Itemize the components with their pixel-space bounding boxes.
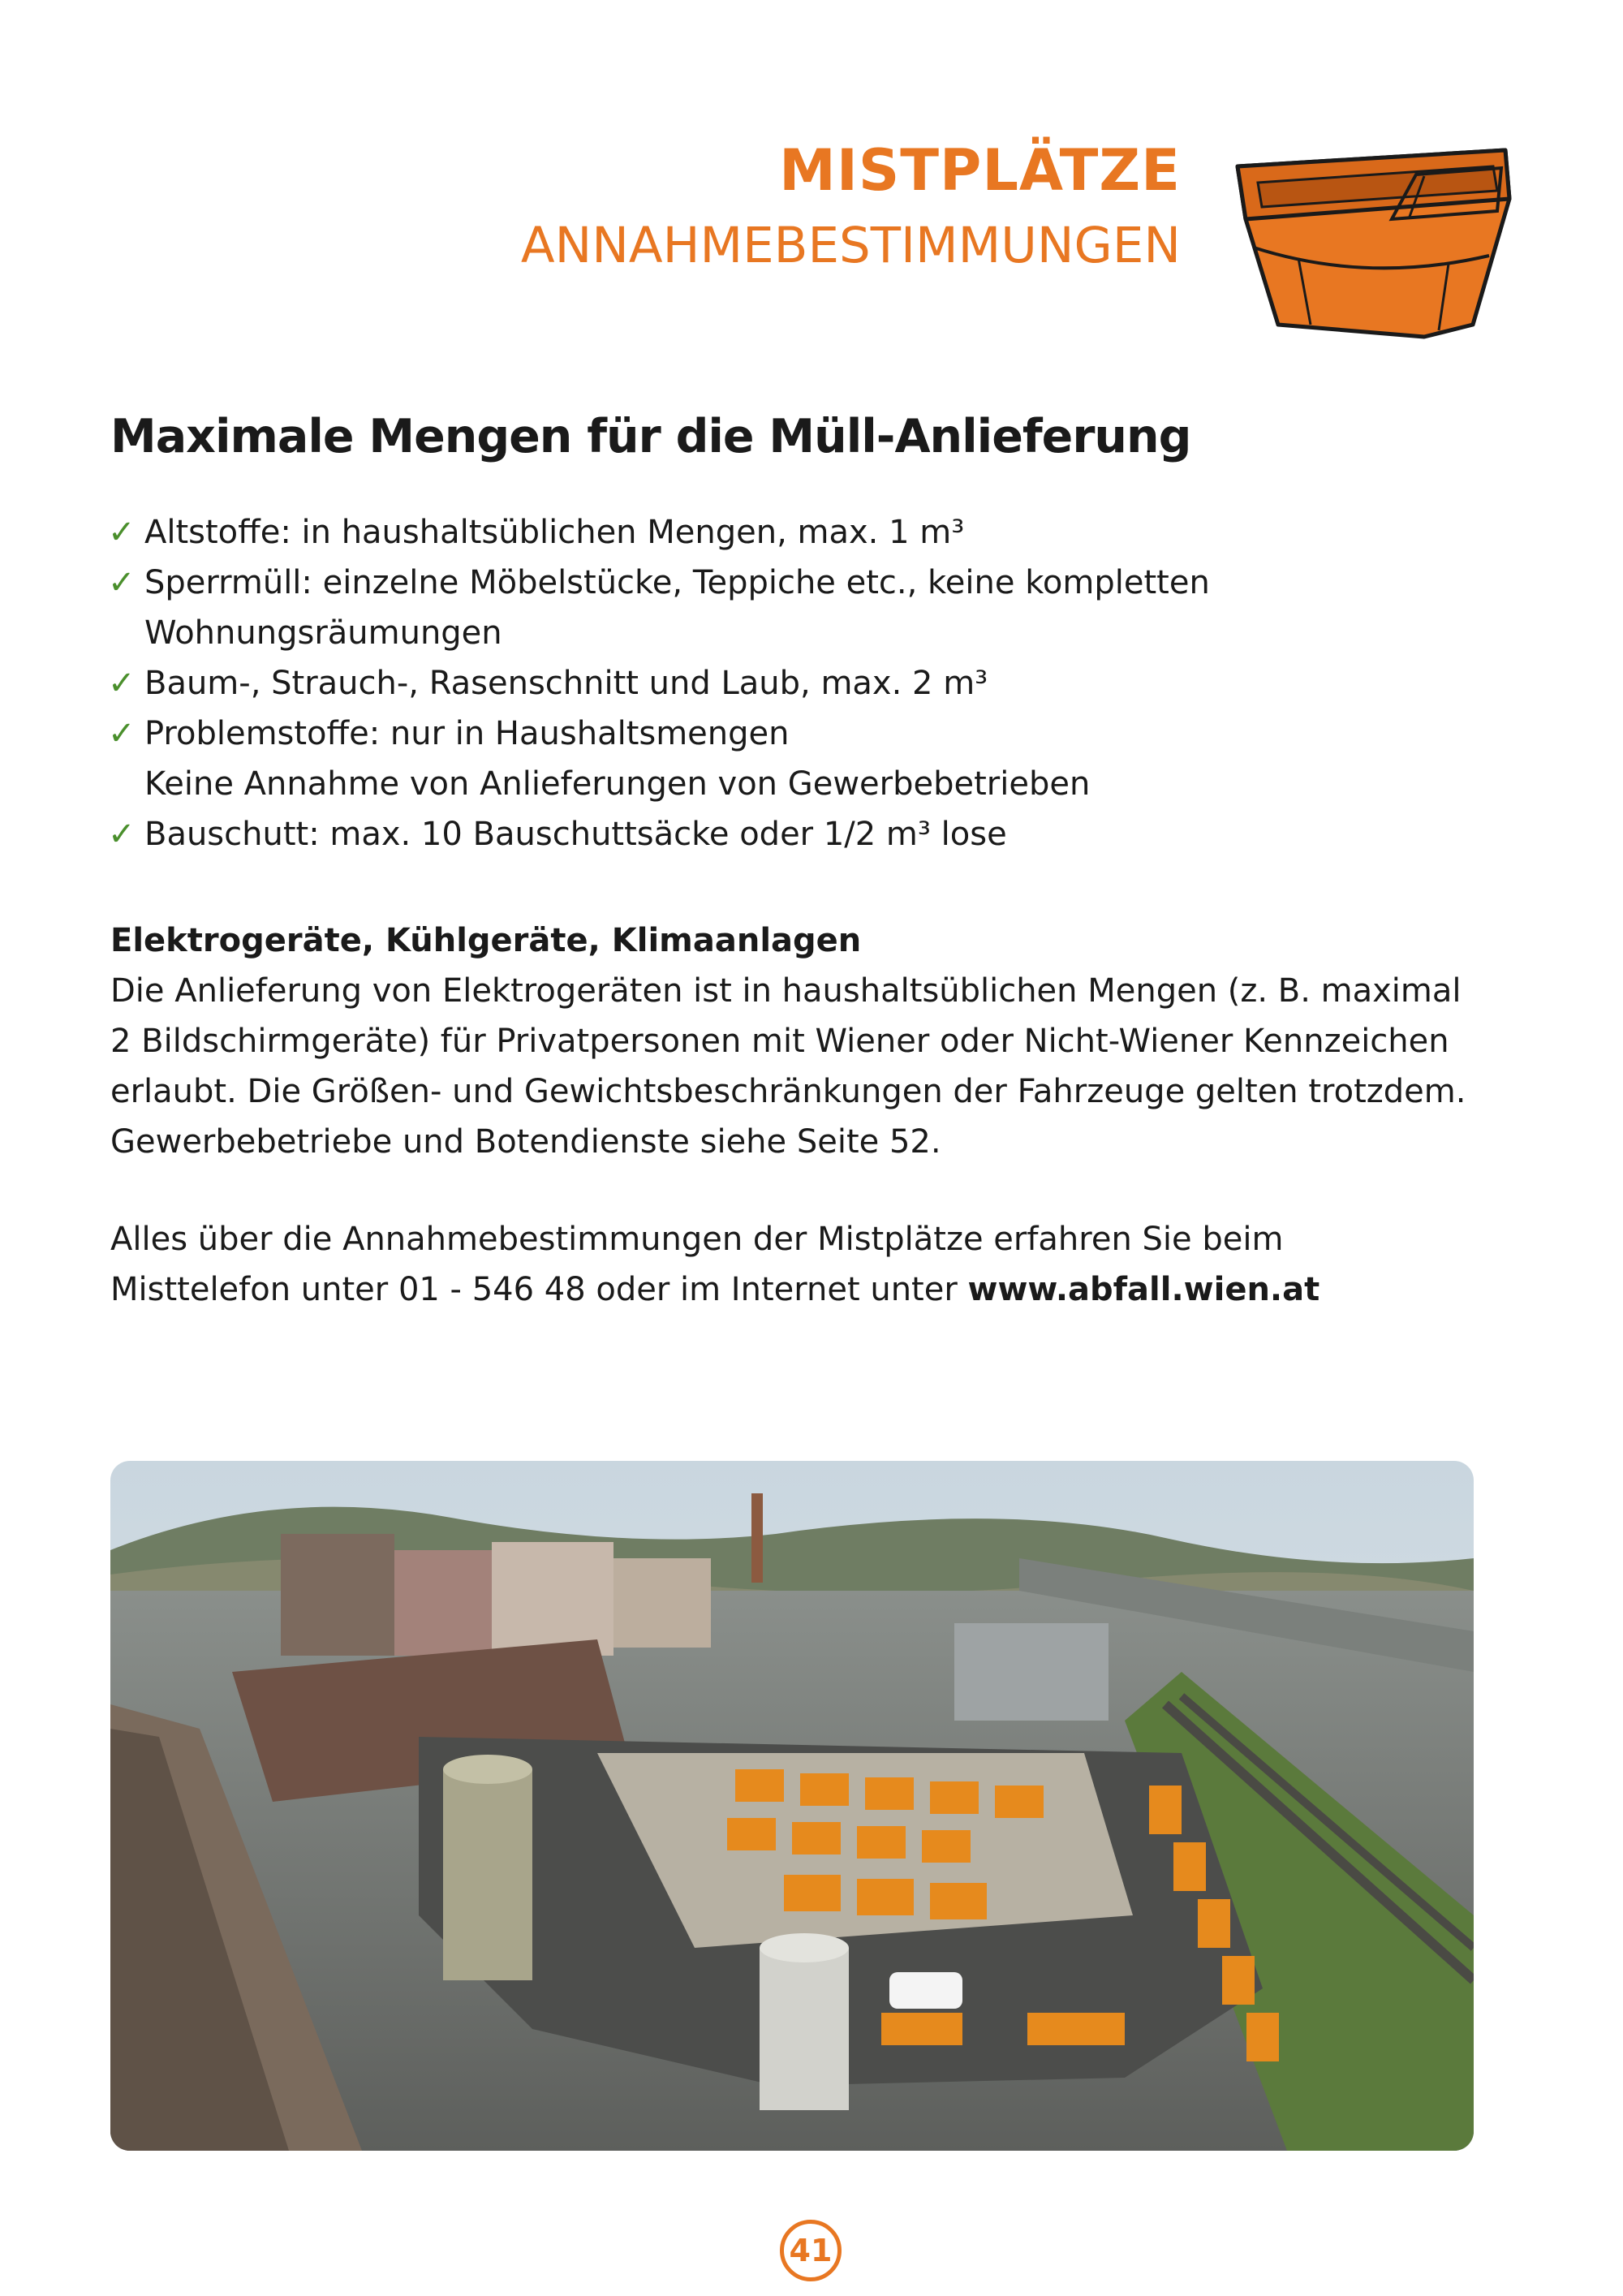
electronics-section	[110, 915, 1530, 1167]
checkmark-icon: ✓	[108, 715, 136, 752]
checkmark-icon: ✓	[108, 514, 136, 551]
header-title: MISTPLÄTZE	[779, 137, 1181, 204]
list-item: ✓ Sperrmüll: einzelne Möbelstücke, Teppiche etc., keine kompletten Wohnungsräumungen	[108, 558, 1487, 658]
electronics-line: erlaubt. Die Größen- und Gewichtsbeschränkungen der Fahrzeuge gelten trotzdem.	[110, 1073, 1466, 1110]
checkmark-icon: ✓	[108, 665, 136, 702]
skip-container-icon	[1221, 142, 1522, 349]
website-link[interactable]: www.abfall.wien.at	[967, 1271, 1320, 1308]
info-paragraph	[110, 1214, 1530, 1315]
electronics-heading: Elektrogeräte, Kühlgeräte, Klimaanlagen	[110, 922, 862, 959]
info-line: Misttelefon unter 01 - 546 48 oder im Internet unter www.abfall.wien.at	[110, 1271, 1320, 1308]
electronics-line: 2 Bildschirmgeräte) für Privatpersonen mit Wiener oder Nicht-Wiener Kennzeichen	[110, 1023, 1449, 1060]
checkmark-icon: ✓	[108, 564, 136, 601]
page-number: 41	[780, 2220, 842, 2281]
info-line: Alles über die Annahmebestimmungen der Mistplätze erfahren Sie beim	[110, 1221, 1284, 1258]
list-item: ✓ Problemstoffe: nur in Haushaltsmengen Keine Annahme von Anlieferungen von Gewerbebetrieben	[108, 709, 1487, 809]
header-subtitle: ANNAHMEBESTIMMUNGEN	[520, 217, 1181, 274]
list-item: ✓ Bauschutt: max. 10 Bauschuttsäcke oder 1/2 m³ lose	[108, 809, 1487, 859]
electronics-line: Gewerbebetriebe und Botendienste siehe Seite 52.	[110, 1123, 941, 1161]
section-heading: Maximale Mengen für die Müll-Anlieferung	[110, 410, 1191, 463]
electronics-line: Die Anlieferung von Elektrogeräten ist in haushaltsüblichen Mengen (z. B. maximal	[110, 972, 1462, 1010]
quantity-checklist	[108, 507, 1487, 859]
list-item: ✓ Altstoffe: in haushaltsüblichen Mengen, max. 1 m³	[108, 507, 1487, 558]
checkmark-icon: ✓	[108, 816, 136, 853]
list-item: ✓ Baum-, Strauch-, Rasenschnitt und Laub, max. 2 m³	[108, 658, 1487, 709]
recycling-center-aerial-photo	[110, 1461, 1474, 2151]
photo-illustration	[110, 1461, 1474, 2151]
